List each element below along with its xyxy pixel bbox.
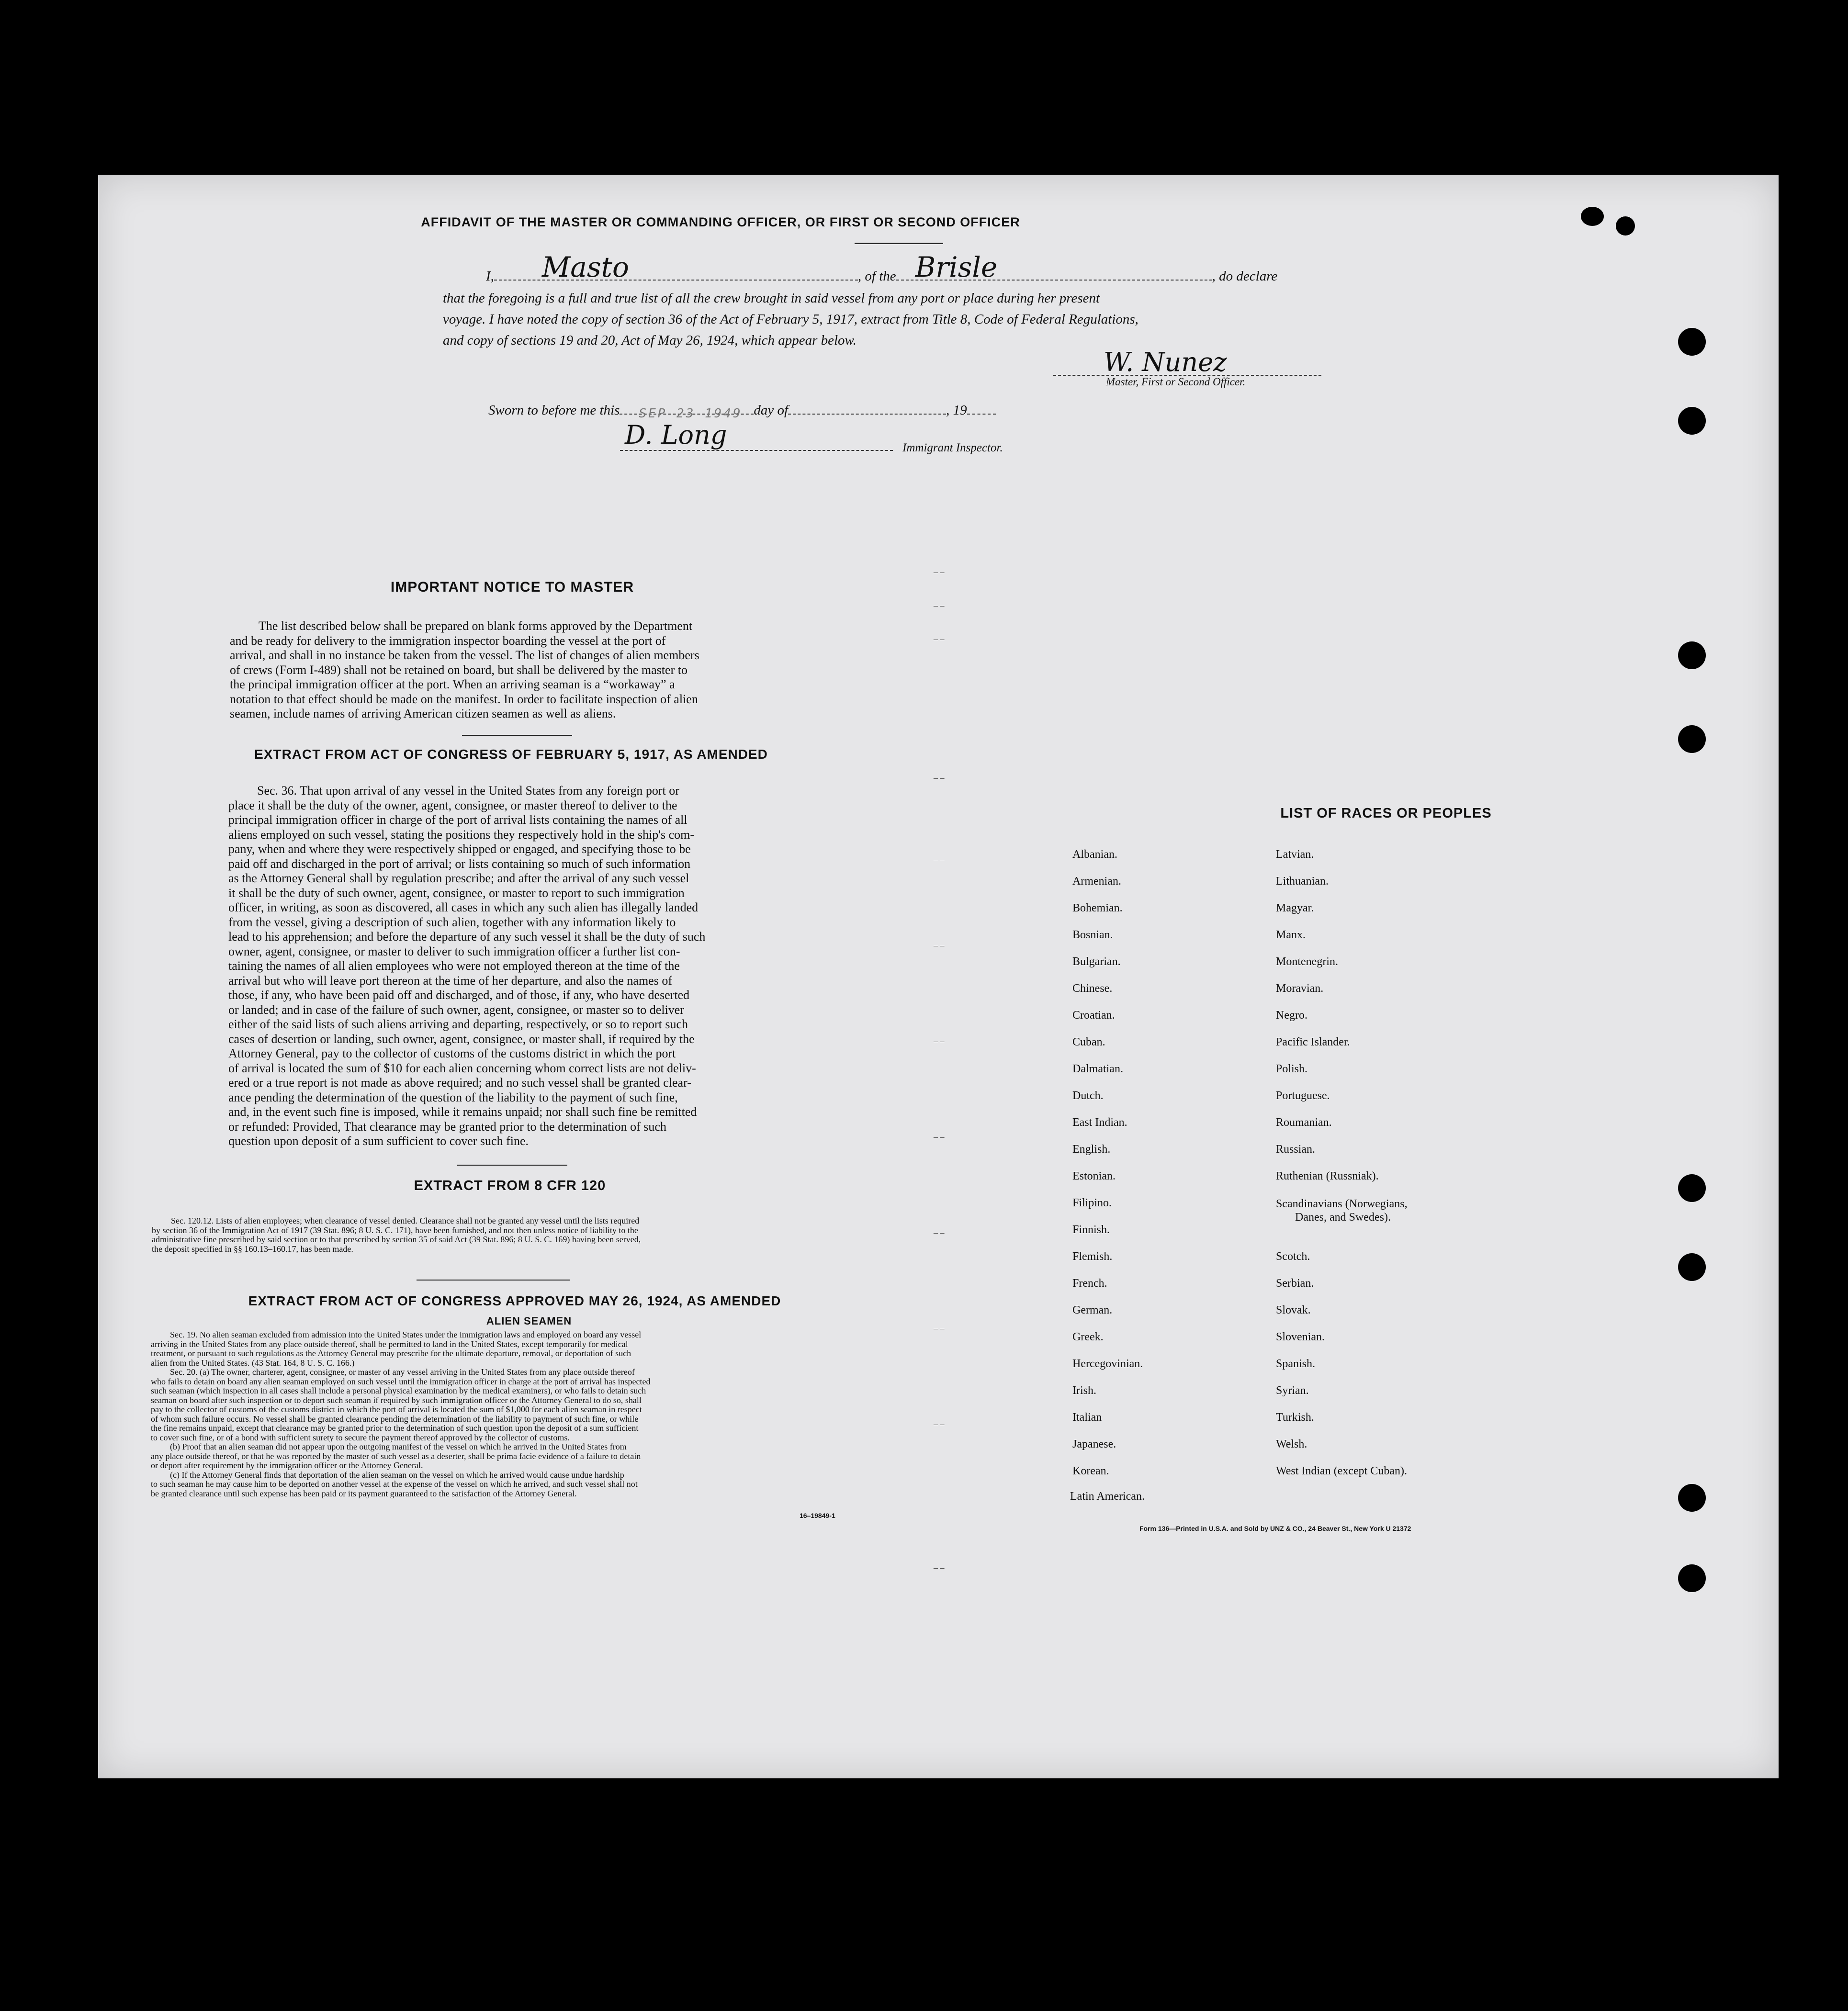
bleed-mark: – – bbox=[934, 567, 945, 577]
inspector-signature: D. Long bbox=[625, 420, 727, 450]
race-left: Albanian. bbox=[1072, 848, 1117, 861]
race-right: Russian. bbox=[1276, 1143, 1316, 1156]
binder-hole bbox=[1678, 1253, 1706, 1281]
race-left: Latin American. bbox=[1070, 1490, 1145, 1503]
race-right: Spanish. bbox=[1276, 1358, 1316, 1370]
extract-1917-heading: EXTRACT FROM ACT OF CONGRESS OF FEBRUARY 5, 1917, AS AMENDED bbox=[254, 747, 768, 762]
form-code: 16–19849-1 bbox=[800, 1512, 835, 1519]
date-stamp: SEP 23 1949 bbox=[639, 406, 743, 421]
binder-hole bbox=[1678, 641, 1706, 669]
race-right: Slovenian. bbox=[1276, 1331, 1325, 1343]
race-right: Lithuanian. bbox=[1276, 875, 1329, 888]
cfr-body: Sec. 120.12. Lists of alien employees; when clearance of vessel denied. Clearance shall not be granted any vessel until the lists required by section 36 of the Immigration Act of 1917 (39 Stat. 896; 8 U. S. C. 171), have been furnished, and not then unless notice of liability to the administrative fine prescribed by said section or to that prescribed by section 35 of said Act (39 Stat. 896; 8 U. S. C. 169) having been served, the deposit specified in §§ 160.13–160.17, has been made. bbox=[152, 1216, 641, 1254]
master-name-handwriting: Masto bbox=[541, 251, 629, 283]
race-right: Danes, and Swedes). bbox=[1295, 1211, 1391, 1224]
race-left: Italian bbox=[1072, 1411, 1102, 1424]
title-divider bbox=[855, 243, 943, 244]
affidavit-line-i: I, Masto , of the Brisle , do declare bbox=[486, 251, 1278, 284]
cfr-heading: EXTRACT FROM 8 CFR 120 bbox=[414, 1178, 606, 1193]
race-right: Polish. bbox=[1276, 1063, 1308, 1075]
binder-hole bbox=[1678, 407, 1706, 435]
affidavit-title: AFFIDAVIT OF THE MASTER OR COMMANDING OFFICER, OR FIRST OR SECOND OFFICER bbox=[421, 215, 1020, 229]
race-right: Negro. bbox=[1276, 1009, 1307, 1022]
binder-hole bbox=[1581, 207, 1604, 226]
race-right: Scotch. bbox=[1276, 1250, 1310, 1263]
binder-hole bbox=[1678, 328, 1706, 356]
race-right: Moravian. bbox=[1276, 982, 1324, 995]
binder-hole bbox=[1678, 1174, 1706, 1202]
race-right: Portuguese. bbox=[1276, 1090, 1330, 1102]
extract-1924-subheading: ALIEN SEAMEN bbox=[486, 1315, 572, 1327]
race-left: Flemish. bbox=[1072, 1250, 1113, 1263]
bleed-mark: – – bbox=[934, 601, 945, 610]
extract-1924-heading: EXTRACT FROM ACT OF CONGRESS APPROVED MAY 26, 1924, AS AMENDED bbox=[248, 1293, 781, 1308]
notice-divider bbox=[462, 735, 572, 736]
bleed-mark: – – bbox=[934, 1036, 945, 1046]
binder-hole bbox=[1678, 725, 1706, 753]
bleed-mark: – – bbox=[934, 1228, 945, 1237]
printer-footer: Form 136—Printed in U.S.A. and Sold by UNZ & CO., 24 Beaver St., New York U 21372 bbox=[1139, 1525, 1411, 1532]
extract-1924-body: Sec. 19. No alien seaman excluded from admission into the United States under the immigration laws and employed on board any vessel arriving in the United States from any place outside thereof, shall be permitted to land in the United States, except temporarily for medical treatment, or pursuant to such regulations as the Attorney General may prescribe for the ultimate departure, removal, or deportation of such alien from the United States. (43 Stat. 164, 8 U. S. C. 166.) Sec. 20. (a) The owner, charterer, agent, consignee, or master of any vessel arriving in the United States from any place outside thereof who fails to detain on board any alien seaman employed on such vessel until the immigration officer in charge at the port of arrival has inspected such seaman (which inspection in all cases shall include a personal physical examination by the medical examiners), or who fails to detain such seaman on board after such inspection or to deport such seaman if required by such immigration officer or the Attorney General to do so, shall pay to the collector of customs of the customs district in which the port of arrival is located the sum of $1,000 for each alien seaman in respect of whom such failure occurs. No vessel shall be granted clearance pending the determination of the liability to payment of such fine, or while the fine remains unpaid, except that clearance may be granted prior to the determination of such question upon the deposit of a sum sufficient to cover such fine, or of a bond with sufficient surety to secure the payment thereof approved by the collector of customs. (b) Proof that an alien seaman did not appear upon the outgoing manifest of the vessel on which he arrived in the United States from any place outside thereof, or that he was reported by the master of such vessel as a deserter, shall be prima facie evidence of a failure to detain or deport after requirement by the immigration officer or the Attorney General. (c) If the Attorney General finds that deportation of the alien seaman on the vessel on which he arrived would cause undue hardship to such seaman he may cause him to be deported on another vessel at the expense of the vessel on which he arrived, and such vessel shall not be granted clearance until such expense has been paid or its payment guaranteed to the satisfaction of the Attorney General. bbox=[151, 1330, 651, 1498]
race-left: French. bbox=[1072, 1277, 1107, 1290]
race-right: Slovak. bbox=[1276, 1304, 1311, 1316]
extract-1917-divider bbox=[457, 1165, 567, 1166]
races-heading: LIST OF RACES OR PEOPLES bbox=[1280, 806, 1492, 821]
document-page bbox=[98, 175, 1779, 1778]
bleed-mark: – – bbox=[934, 854, 945, 864]
vessel-name-handwriting: Brisle bbox=[915, 251, 998, 283]
bleed-mark: – – bbox=[934, 941, 945, 950]
race-left: Irish. bbox=[1072, 1384, 1096, 1397]
binder-hole bbox=[1678, 1564, 1706, 1592]
race-left: Dalmatian. bbox=[1072, 1063, 1123, 1075]
race-left: Bulgarian. bbox=[1072, 955, 1121, 968]
extract-1917-body: Sec. 36. That upon arrival of any vessel in the United States from any foreign port or place it shall be the duty of the owner, agent, consignee, or master thereof to deliver to the principal immigration officer in charge of the port of arrival lists containing the names of all aliens employed on such vessel, stating the positions they respectively hold in the ship's com- pany, when and where they were respectively shipped or engaged, and specifying those to be paid off and discharged in the port of arrival; or lists containing so much of such information as the Attorney General shall by regulation prescribe; and after the arrival of any such vessel it shall be the duty of such owner, agent, consignee, or master to report to such immigration officer, in writing, as soon as discovered, all cases in which any such alien has illegally landed from the vessel, giving a description of such alien, together with any information likely to lead to his apprehension; and before the departure of any such vessel it shall be the duty of such owner, agent, consignee, or master to deliver to such immigration officer a further list con- taining the names of all alien employees who were not employed thereon at the time of the arrival but who will leave port thereon at the time of her departure, and also the names of those, if any, who have been paid off and discharged, and of those, if any, who have deserted or landed; and in case of the failure of such owner, agent, consignee, or master so to deliver either of the said lists of such aliens arriving and departing, respectively, or so to report such cases of desertion or landing, such owner, agent, consignee, or master shall, if required by the Attorney General, pay to the collector of customs of the customs district in which the port of arrival is located the sum of $10 for each alien concerning whom correct lists are not deliv- ered or a true report is not made as above required; and no such vessel shall be granted clear- ance pending the determination of the question of the liability to the payment of such fine, and, in the event such fine is imposed, while it remains unpaid; nor shall such fine be remitted or refunded: Provided, That clearance may be granted prior to the determination of such question upon deposit of a sum sufficient to cover such fine. bbox=[228, 784, 706, 1148]
bleed-mark: – – bbox=[934, 773, 945, 783]
cfr-divider bbox=[417, 1280, 570, 1281]
race-left: Japanese. bbox=[1072, 1438, 1116, 1450]
inspector-signature-line bbox=[620, 450, 893, 451]
race-right: Scandinavians (Norwegians, bbox=[1276, 1198, 1408, 1210]
race-left: Finnish. bbox=[1072, 1224, 1110, 1236]
race-left: Bohemian. bbox=[1072, 902, 1123, 914]
inspector-caption: Immigrant Inspector. bbox=[902, 441, 1003, 454]
bleed-mark: – – bbox=[934, 634, 945, 644]
race-right: Magyar. bbox=[1276, 902, 1314, 914]
race-right: Ruthenian (Russniak). bbox=[1276, 1170, 1379, 1182]
race-right: West Indian (except Cuban). bbox=[1276, 1465, 1407, 1477]
race-left: German. bbox=[1072, 1304, 1113, 1316]
notice-body: The list described below shall be prepared on blank forms approved by the Department and be ready for delivery to the immigration inspector boarding the vessel at the port of arrival, and shall in no instance be taken from the vessel. The list of changes of alien members of crews (Form I-489) shall not be retained on board, but shall be delivered by the master to the principal immigration officer at the port. When an arriving seaman is a “workaway” a notation to that effect should be made on the manifest. In order to facilitate inspection of alien seamen, include names of arriving American citizen seamen as well as aliens. bbox=[230, 619, 699, 720]
signature-caption: Master, First or Second Officer. bbox=[1106, 376, 1246, 388]
race-left: Chinese. bbox=[1072, 982, 1113, 995]
race-left: English. bbox=[1072, 1143, 1111, 1156]
race-left: Croatian. bbox=[1072, 1009, 1115, 1022]
race-left: Armenian. bbox=[1072, 875, 1121, 888]
binder-hole bbox=[1678, 1484, 1706, 1512]
race-right: Montenegrin. bbox=[1276, 955, 1338, 968]
race-left: Bosnian. bbox=[1072, 929, 1113, 941]
race-left: Hercegovinian. bbox=[1072, 1358, 1143, 1370]
affidavit-text: that the foregoing is a full and true list of all the crew brought in said vessel from any port or place during her present voyage. I have noted the copy of section 36 of the Act of February 5, 1917, extract from Title 8, Code of Federal Regulations, and copy of sections 19 and 20, Act of May 26, 1924, which appear below. bbox=[443, 291, 1138, 348]
race-right: Manx. bbox=[1276, 929, 1306, 941]
race-right: Syrian. bbox=[1276, 1384, 1309, 1397]
sworn-line: Sworn to before me this SEP 23 1949 day of , 19 bbox=[488, 400, 1159, 421]
bleed-mark: – – bbox=[934, 1419, 945, 1429]
race-right: Serbian. bbox=[1276, 1277, 1314, 1290]
race-left: East Indian. bbox=[1072, 1116, 1127, 1129]
race-left: Filipino. bbox=[1072, 1197, 1112, 1209]
race-left: Greek. bbox=[1072, 1331, 1104, 1343]
bleed-mark: – – bbox=[934, 1132, 945, 1142]
bleed-mark: – – bbox=[934, 1563, 945, 1573]
race-left: Cuban. bbox=[1072, 1036, 1105, 1048]
race-right: Pacific Islander. bbox=[1276, 1036, 1350, 1048]
race-left: Korean. bbox=[1072, 1465, 1109, 1477]
race-right: Turkish. bbox=[1276, 1411, 1314, 1424]
notice-heading: IMPORTANT NOTICE TO MASTER bbox=[390, 579, 634, 595]
bleed-mark: – – bbox=[934, 1324, 945, 1333]
race-left: Dutch. bbox=[1072, 1090, 1104, 1102]
race-left: Estonian. bbox=[1072, 1170, 1116, 1182]
binder-hole bbox=[1616, 216, 1635, 236]
master-signature: W. Nunez bbox=[1104, 347, 1227, 377]
race-right: Welsh. bbox=[1276, 1438, 1307, 1450]
race-right: Roumanian. bbox=[1276, 1116, 1332, 1129]
race-right: Latvian. bbox=[1276, 848, 1314, 861]
